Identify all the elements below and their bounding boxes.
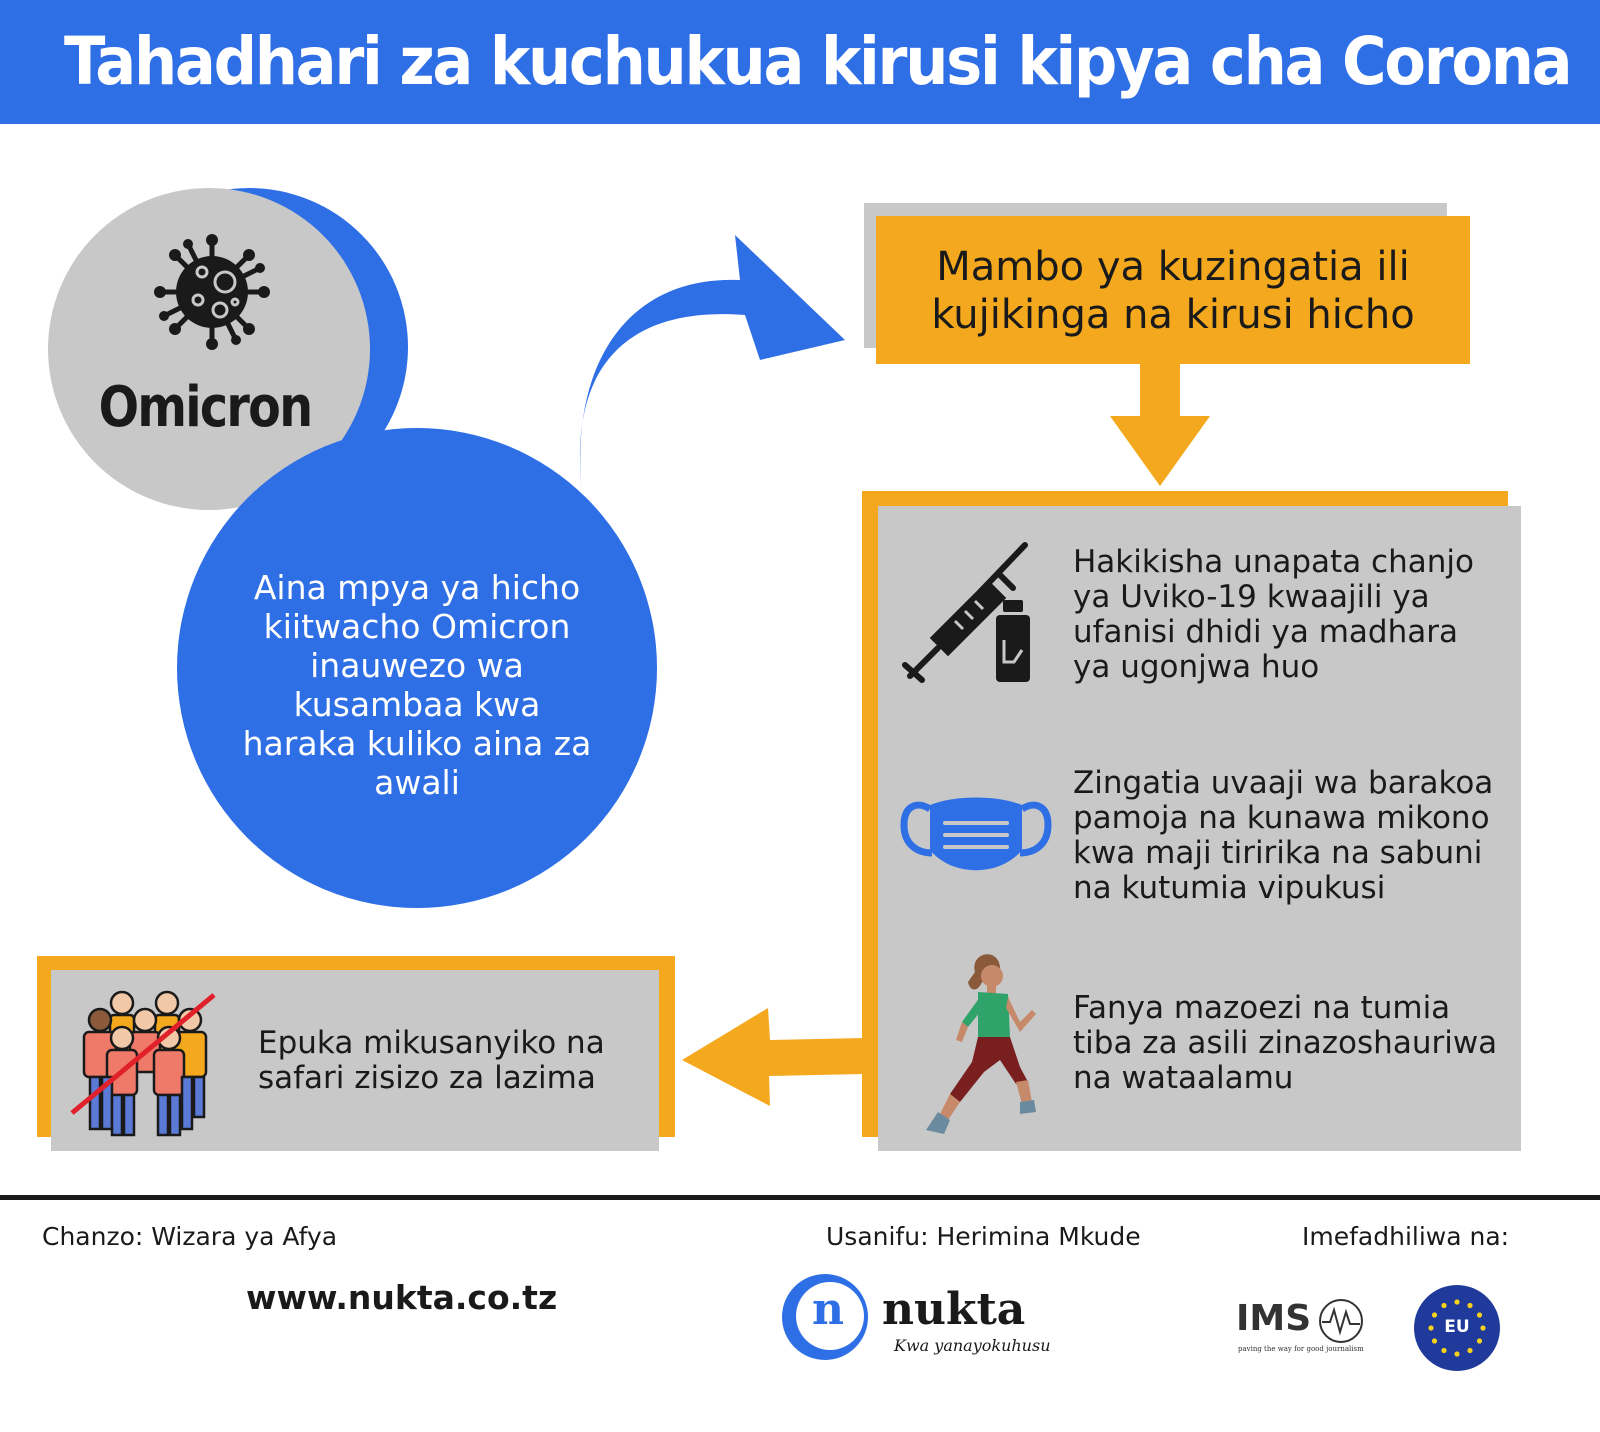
- tip-vaccination: Hakikisha unapata chanjo ya Uviko-19 kwaajili ya ufanisi dhidi ya madhara ya ugonjwa huo: [1073, 544, 1474, 685]
- footer-divider: [0, 1195, 1600, 1200]
- curved-arrow-icon: [570, 235, 850, 495]
- virus-icon: [150, 230, 275, 355]
- nukta-logo-tagline: Kwa yanayokuhusu: [894, 1336, 1051, 1355]
- nukta-logo: [782, 1272, 1072, 1364]
- ims-logo: [1236, 1298, 1371, 1360]
- left-arrow-icon: [682, 1008, 864, 1108]
- nukta-logo-name: nukta: [882, 1284, 1026, 1335]
- ims-logo-tagline: paving the way for good journalism: [1238, 1345, 1364, 1353]
- ims-wave-icon: [1318, 1298, 1364, 1344]
- no-crowd-icon: [72, 985, 222, 1140]
- sponsor-text: Imefadhiliwa na:: [1302, 1222, 1510, 1251]
- nukta-logo-n: n: [812, 1284, 844, 1335]
- tip-exercise: Fanya mazoezi na tumia tiba za asili zinazoshauriwa na wataalamu: [1073, 990, 1498, 1096]
- omicron-description: Aina mpya ya hicho kiitwacho Omicron inauwezo wa kusambaa kwa haraka kuliko aina za awali: [242, 568, 592, 802]
- website-link[interactable]: www.nukta.co.tz: [246, 1278, 558, 1317]
- ims-logo-name: IMS: [1236, 1298, 1312, 1339]
- runner-icon: [920, 952, 1040, 1142]
- precautions-heading: Mambo ya kuzingatia ili kujikinga na kirusi hicho: [931, 244, 1415, 338]
- designer-text: Usanifu: Herimina Mkude: [826, 1222, 1141, 1251]
- syringe-vial-icon: [900, 540, 1040, 685]
- tip-mask: Zingatia uvaaji wa barakoa pamoja na kunawa mikono kwa maji tiririka na sabuni na kutumia vipukusi: [1073, 765, 1494, 906]
- tip-avoid-gatherings: Epuka mikusanyiko na safari zisizo za lazima: [258, 1025, 605, 1096]
- eu-logo: [1414, 1285, 1500, 1371]
- down-arrow-icon: [1110, 364, 1210, 488]
- page-title: Tahadhari za kuchukua kirusi kipya cha Corona: [64, 23, 1571, 100]
- omicron-label: Omicron: [98, 375, 312, 440]
- face-mask-icon: [900, 795, 1052, 877]
- eu-label: EU: [1444, 1317, 1470, 1337]
- source-text: Chanzo: Wizara ya Afya: [42, 1222, 338, 1251]
